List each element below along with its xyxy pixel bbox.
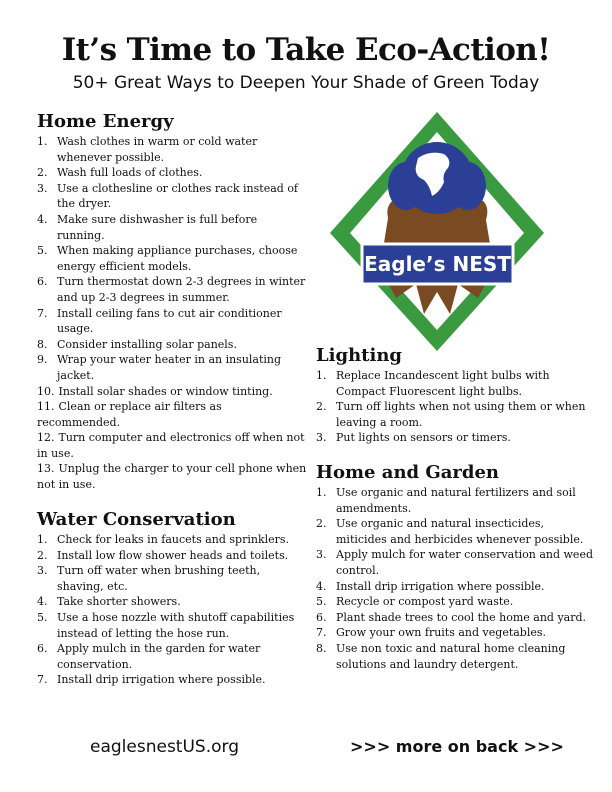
list-item-text: Turn thermostat down 2-3 degrees in winter and up 2-3 degrees in summer.	[57, 275, 306, 304]
list-item-number: 2.	[316, 400, 327, 414]
lighting-section	[316, 345, 594, 446]
list-item	[37, 594, 307, 610]
list-item-number: 3.	[316, 548, 327, 562]
list-item-text: Wash full loads of clothes.	[57, 166, 203, 180]
list-item-text: Install solar shades or window tinting.	[58, 384, 273, 398]
list-item	[37, 672, 307, 688]
water-conservation-list	[37, 532, 307, 688]
list-item	[316, 610, 594, 626]
list-item-number: 1.	[37, 135, 48, 148]
list-item	[316, 430, 594, 446]
list-item-number: 10.	[37, 384, 55, 398]
list-item-text: Install low flow shower heads and toilets.	[57, 548, 289, 562]
list-item-number: 9.	[37, 353, 48, 367]
list-item-text: Plant shade trees to cool the home and yard.	[336, 610, 587, 624]
list-item-text: Use a hose nozzle with shutoff capabilities instead of letting the hose run.	[57, 610, 295, 640]
list-item	[316, 625, 594, 641]
list-item-number: 4.	[316, 579, 327, 593]
lighting-list	[316, 368, 594, 446]
list-item-number: 12.	[37, 431, 55, 445]
list-item-text: When making appliance purchases, choose energy efficient models.	[57, 244, 298, 273]
list-item	[37, 384, 307, 400]
list-item-text: Wrap your water heater in an insulating jacket.	[57, 353, 282, 382]
list-item	[37, 181, 307, 212]
lighting-heading: Lighting	[316, 345, 402, 366]
list-item-text: Put lights on sensors or timers.	[336, 431, 511, 445]
list-item	[37, 165, 307, 181]
list-item-text: Check for leaks in faucets and sprinklers.	[57, 533, 290, 546]
list-item-text: Apply mulch for water conservation and weed control.	[336, 548, 593, 577]
list-item-text: Consider installing solar panels.	[57, 337, 237, 351]
list-item-number: 7.	[37, 306, 48, 320]
list-item	[37, 399, 307, 430]
list-item-text: Use organic and natural fertilizers and soil amendments.	[336, 486, 576, 515]
list-item	[37, 337, 307, 353]
more-on-back-label: >>> more on back >>>	[350, 737, 564, 756]
list-item	[316, 641, 594, 672]
list-item-text: Use a clothesline or clothes rack instead of the dryer.	[57, 181, 299, 211]
list-item	[316, 594, 594, 610]
list-item	[37, 243, 307, 274]
list-item-number: 13.	[37, 462, 55, 476]
list-item-text: Turn computer and electronics off when not in use.	[37, 431, 305, 460]
list-item-text: Replace Incandescent light bulbs with Compact Fluorescent light bulbs.	[336, 369, 550, 398]
home-garden-list	[316, 485, 594, 672]
home-garden-section	[316, 462, 594, 672]
list-item-text: Unplug the charger to your cell phone when not in use.	[37, 462, 307, 492]
list-item	[37, 134, 307, 165]
list-item-number: 6.	[37, 642, 48, 656]
page-title: It’s Time to Take Eco-Action!	[61, 32, 551, 68]
list-item	[37, 306, 307, 337]
list-item	[37, 352, 307, 383]
list-item-number: 8.	[37, 337, 48, 351]
eagles-nest-logo-graphic	[326, 108, 549, 353]
list-item	[316, 516, 594, 547]
list-item-text: Turn off lights when not using them or when leaving a room.	[336, 400, 586, 429]
list-item-text: Use organic and natural insecticides, miticides and herbicides whenever possible.	[336, 517, 584, 546]
list-item	[37, 461, 307, 492]
list-item	[316, 547, 594, 578]
list-item-number: 5.	[37, 244, 48, 258]
list-item	[37, 430, 307, 461]
list-item	[316, 485, 594, 516]
home-energy-list-continued	[37, 384, 307, 493]
list-item	[37, 532, 307, 548]
list-item	[37, 212, 307, 243]
list-item-number: 4.	[37, 212, 48, 226]
list-item-number: 7.	[316, 626, 327, 640]
list-item-text: Turn off water when brushing teeth, shaving, etc.	[57, 564, 261, 593]
list-item	[316, 579, 594, 595]
website-link[interactable]: eaglesnestUS.org	[90, 737, 239, 757]
list-item-number: 1.	[316, 486, 327, 499]
home-energy-section	[37, 111, 307, 493]
list-item	[316, 368, 594, 399]
list-item-number: 6.	[316, 610, 327, 624]
list-item-text: Wash clothes in warm or cold water whenever possible.	[57, 135, 258, 164]
list-item-text: Install drip irrigation where possible.	[57, 673, 266, 687]
list-item-text: Use non toxic and natural home cleaning solutions and laundry detergent.	[336, 641, 566, 671]
list-item-text: Install drip irrigation where possible.	[336, 579, 545, 593]
list-item-number: 8.	[316, 641, 327, 655]
list-item-text: Make sure dishwasher is full before running.	[57, 212, 258, 242]
list-item-number: 2.	[37, 166, 48, 180]
list-item-number: 3.	[37, 564, 48, 578]
list-item-number: 2.	[316, 517, 327, 531]
list-item-text: Apply mulch in the garden for water conservation.	[57, 642, 261, 671]
page-subtitle: 50+ Great Ways to Deepen Your Shade of Green Today	[72, 73, 540, 93]
water-conservation-section	[37, 509, 307, 688]
home-garden-heading: Home and Garden	[316, 462, 500, 483]
list-item	[37, 641, 307, 672]
list-item-number: 6.	[37, 275, 48, 289]
list-item-number: 3.	[316, 431, 327, 445]
list-item-number: 11.	[37, 400, 55, 414]
list-item	[37, 610, 307, 641]
list-item	[316, 399, 594, 430]
list-item-number: 1.	[37, 533, 48, 546]
list-item-number: 2.	[37, 548, 48, 562]
home-energy-heading: Home Energy	[37, 111, 174, 132]
home-energy-list	[37, 134, 307, 384]
list-item-text: Clean or replace air filters as recommended.	[37, 400, 222, 429]
logo-banner-text: Eagle’s NEST	[364, 252, 511, 276]
list-item-number: 7.	[37, 673, 48, 687]
list-item-text: Install ceiling fans to cut air conditioner usage.	[57, 306, 282, 336]
eagles-nest-logo	[326, 108, 549, 353]
list-item-number: 5.	[37, 610, 48, 624]
list-item	[37, 274, 307, 305]
list-item-text: Take shorter showers.	[57, 595, 181, 609]
list-item-number: 5.	[316, 595, 327, 609]
list-item-text: Grow your own fruits and vegetables.	[336, 626, 547, 640]
list-item-text: Recycle or compost yard waste.	[336, 595, 514, 609]
list-item-number: 3.	[37, 181, 48, 195]
water-conservation-heading: Water Conservation	[37, 509, 236, 530]
list-item	[37, 548, 307, 564]
list-item	[37, 563, 307, 594]
list-item-number: 4.	[37, 595, 48, 609]
list-item-number: 1.	[316, 369, 327, 382]
